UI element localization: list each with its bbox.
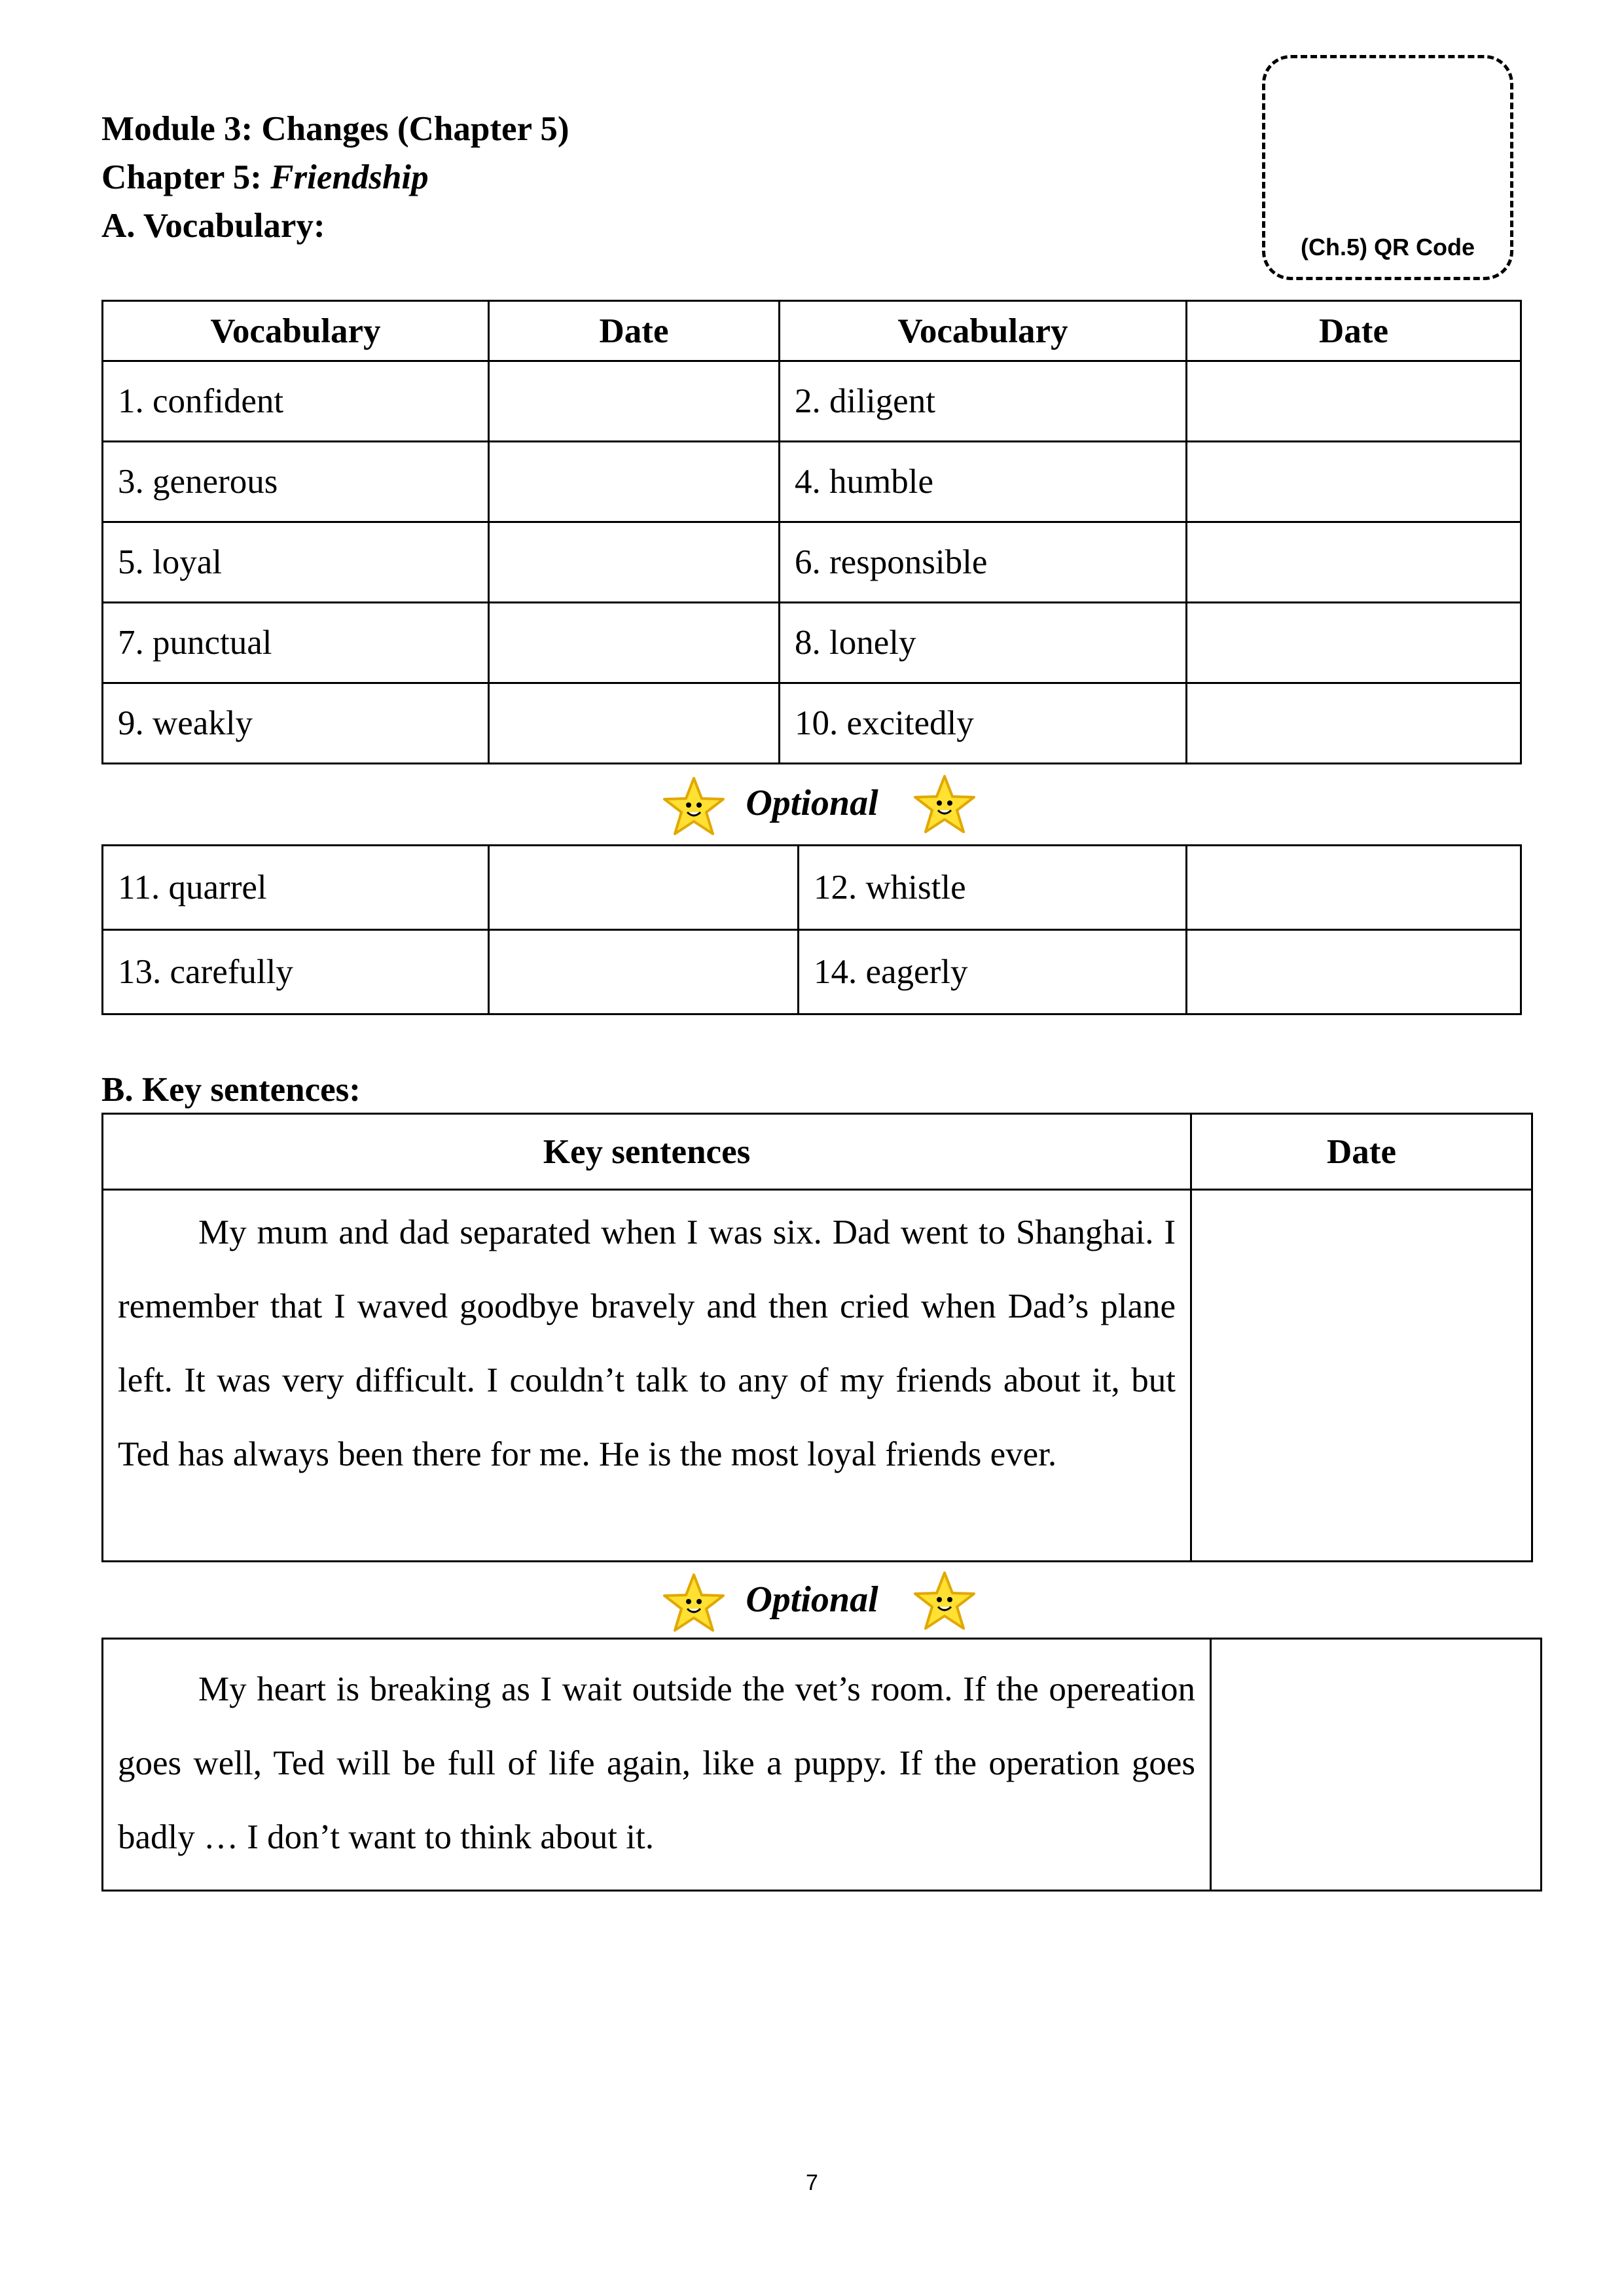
column-header: Date: [1187, 301, 1521, 361]
chapter-name: Friendship: [270, 158, 429, 196]
vocab-word: 12. whistle: [799, 846, 1187, 930]
key-sentence-cell: [103, 1639, 1211, 1891]
date-cell: [1187, 846, 1521, 930]
vocab-word: 13. carefully: [103, 930, 489, 1014]
column-header: Date: [1191, 1114, 1532, 1190]
vocab-word: 11. quarrel: [103, 846, 489, 930]
vocab-word: 14. eagerly: [799, 930, 1187, 1014]
smiling-star-icon: [661, 774, 727, 840]
column-header: Vocabulary: [103, 301, 489, 361]
section-a-heading: A. Vocabulary:: [101, 207, 325, 245]
column-header: Date: [489, 301, 780, 361]
date-cell: [1187, 361, 1521, 442]
vocab-word: 1. confident: [103, 361, 489, 442]
date-cell: [1187, 442, 1521, 522]
vocabulary-table: [101, 300, 1522, 764]
table-row: [103, 846, 1521, 930]
date-cell: [1187, 683, 1521, 764]
date-cell: [489, 930, 799, 1014]
date-cell: [489, 683, 780, 764]
key-sentences-table: [101, 1113, 1533, 1562]
key-sentence-cell: [103, 1190, 1191, 1562]
date-cell: [1187, 930, 1521, 1014]
table-row: [103, 522, 1521, 603]
table-header-row: [103, 301, 1521, 361]
key-sentence-text: My heart is breaking as I wait outside the vet’s room. If the opereation goes well, Ted will be full of life again, like a puppy. If the operation goes badly … I don’t want to think about it.: [118, 1670, 1195, 1856]
table-row: [103, 683, 1521, 764]
key-sentence-text: My mum and dad separated when I was six. Dad went to Shanghai. I remember that I waved goodbye bravely and then cried when Dad’s plane left. It was very difficult. I couldn’t talk to any of my friends about it, but Ted has always been there for me. He is the most loyal friends ever.: [118, 1213, 1176, 1473]
date-cell: [489, 846, 799, 930]
vocab-word: 3. generous: [103, 442, 489, 522]
optional-label: Optional: [746, 783, 878, 823]
vocab-word: 4. humble: [780, 442, 1187, 522]
date-cell: [489, 442, 780, 522]
chapter-prefix: Chapter 5:: [101, 158, 271, 196]
section-b-heading: B. Key sentences:: [101, 1071, 361, 1109]
page-number: 7: [806, 2170, 818, 2195]
table-row: [103, 1639, 1542, 1891]
module-title: Module 3: Changes (Chapter 5): [101, 110, 569, 148]
vocab-word: 2. diligent: [780, 361, 1187, 442]
table-row: [103, 361, 1521, 442]
vocab-word: 6. responsible: [780, 522, 1187, 603]
date-cell: [489, 603, 780, 683]
table-row: [103, 1190, 1532, 1562]
column-header: Key sentences: [103, 1114, 1191, 1190]
table-header-row: [103, 1114, 1532, 1190]
qr-code-placeholder: [1262, 55, 1513, 280]
table-row: [103, 603, 1521, 683]
date-cell: [1187, 522, 1521, 603]
smiling-star-icon: [912, 1569, 977, 1634]
date-cell: [1187, 603, 1521, 683]
smiling-star-icon: [661, 1571, 727, 1636]
smiling-star-icon: [912, 772, 977, 838]
date-cell: [489, 361, 780, 442]
date-cell: [1211, 1639, 1542, 1891]
optional-key-sentences-table: [101, 1638, 1542, 1892]
optional-vocabulary-table: [101, 844, 1522, 1015]
vocab-word: 10. excitedly: [780, 683, 1187, 764]
date-cell: [489, 522, 780, 603]
vocab-word: 8. lonely: [780, 603, 1187, 683]
optional-label: Optional: [746, 1579, 878, 1620]
table-row: [103, 442, 1521, 522]
vocab-word: 9. weakly: [103, 683, 489, 764]
date-cell: [1191, 1190, 1532, 1562]
qr-code-label: (Ch.5) QR Code: [1301, 234, 1475, 260]
vocab-word: 7. punctual: [103, 603, 489, 683]
column-header: Vocabulary: [780, 301, 1187, 361]
chapter-title: [101, 153, 429, 202]
vocab-word: 5. loyal: [103, 522, 489, 603]
table-row: [103, 930, 1521, 1014]
